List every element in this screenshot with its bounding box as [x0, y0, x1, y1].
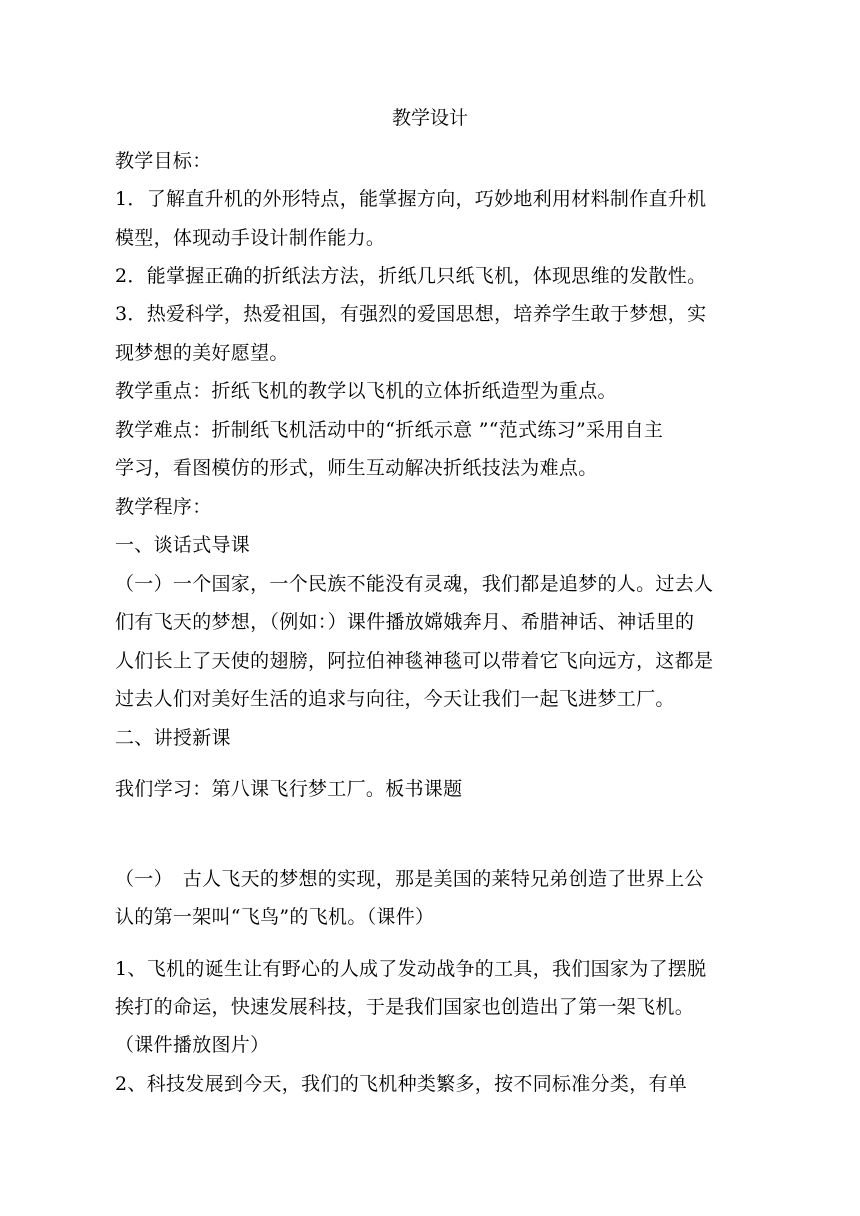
difficulty-line-1: 教学难点：折制纸飞机活动中的“折纸示意 ”“范式练习”采用自主: [115, 419, 664, 441]
paragraph-3-line-3: （课件播放图片）: [115, 1034, 270, 1056]
difficulty-line-2: 学习，看图模仿的形式，师生互动解决折纸技法为难点。: [115, 457, 598, 479]
objective-1-line-2: 模型，体现动手设计制作能力。: [115, 227, 386, 249]
objective-3-line-1: 3．热爱科学，热爱祖国，有强烈的爱国思想，培养学生敢于梦想，实: [115, 303, 707, 325]
paragraph-3-line-1: 1、飞机的诞生让有野心的人成了发动战争的工具，我们国家为了摆脱: [115, 958, 707, 980]
objective-3-line-2: 现梦想的美好愿望。: [115, 342, 289, 364]
paragraph-4-line-1: 2、科技发展到今天，我们的飞机种类繁多，按不同标准分类，有单: [115, 1073, 688, 1095]
heading-objectives: 教学目标：: [115, 150, 212, 172]
paragraph-1-line-3: 人们长上了天使的翅膀，阿拉伯神毯神毯可以带着它飞向远方，这都是: [115, 650, 714, 672]
paragraph-1-line-4: 过去人们对美好生活的追求与向往，今天让我们一起飞进梦工厂。: [115, 688, 675, 710]
paragraph-1-line-2: 们有飞天的梦想，（例如：）课件播放嫦娥奔月、希腊神话、神话里的: [115, 611, 695, 633]
section-1-heading: 一、谈话式导课: [115, 534, 251, 556]
document-title: 教学设计: [391, 107, 468, 129]
objective-1-line-1: 1．了解直升机的外形特点，能掌握方向，巧妙地利用材料制作直升机: [115, 188, 707, 210]
paragraph-2-line-2: 认的第一架叫“飞鸟”的飞机。（课件）: [115, 906, 435, 928]
paragraph-1-line-1: （一）一个国家，一个民族不能没有灵魂，我们都是追梦的人。过去人: [115, 573, 714, 595]
key-point: 教学重点：折纸飞机的教学以飞机的立体折纸造型为重点。: [115, 380, 617, 402]
paragraph-2-line-1: （一） 古人飞天的梦想的实现，那是美国的莱特兄弟创造了世界上公: [115, 868, 704, 890]
section-2-heading: 二、讲授新课: [115, 727, 231, 749]
heading-procedure: 教学程序：: [115, 496, 212, 518]
objective-2: 2．能掌握正确的折纸法方法，折纸几只纸飞机，体现思维的发散性。: [115, 265, 707, 287]
paragraph-3-line-2: 挨打的命运，快速发展科技，于是我们国家也创造出了第一架飞机。: [115, 996, 695, 1018]
lesson-title-line: 我们学习：第八课飞行梦工厂。板书课题: [115, 778, 463, 800]
